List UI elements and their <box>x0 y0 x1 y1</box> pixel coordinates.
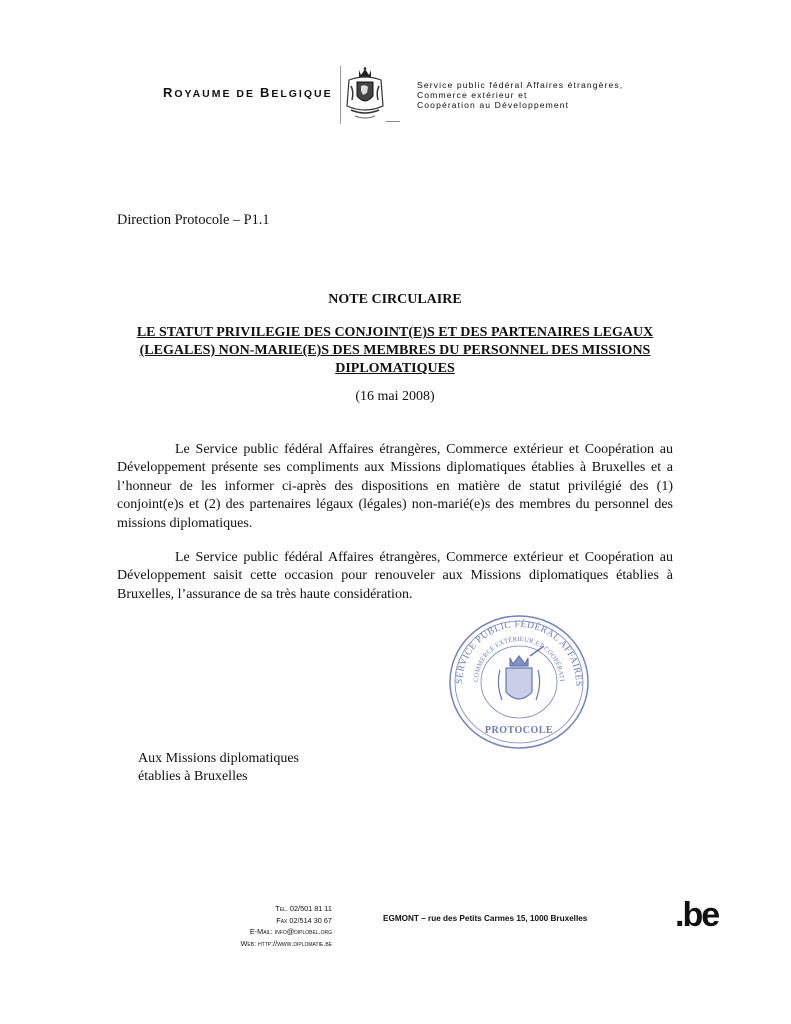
kingdom-initial-r: R <box>163 85 175 100</box>
kingdom-text-2: ELGIQUE <box>271 88 333 100</box>
service-line-1: Service public fédéral Affaires étrangères, <box>417 80 624 90</box>
addressee <box>138 750 299 786</box>
protocol-stamp <box>444 610 594 752</box>
document-date: (16 mai 2008) <box>355 389 435 404</box>
subject-heading: LE STATUT PRIVILEGIE DES CONJOINT(E)S ET DES PARTENAIRES LEGAUX (LEGALES) NON-MARIE(E)S DES MEMBRES DU PERSONNEL DES MISSIONS DIPLOMATIQUES <box>136 325 654 376</box>
belgian-coat-of-arms-icon <box>343 66 387 122</box>
footer-website: Web: http://www.diplomatie.be <box>240 938 332 948</box>
footer-address: EGMONT – rue des Petits Carmes 15, 1000 Bruxelles <box>383 914 588 923</box>
footer-email: E-Mail: info@diplobel.org <box>249 927 332 937</box>
body-paragraph-1: Le Service public fédéral Affaires étrangères, Commerce extérieur et Coopération au Développement présente ses compliments aux Missions diplomatiques établies à Bruxelles et a l’honneur de les informer ci-après des dispositions en matière de statut privilégié des (1) conjoint(e)s et (2) des partenaires légaux (légales) non-marié(e)s des membres du personnel des missions diplomatiques. <box>117 442 673 531</box>
stamp-emblem-icon <box>498 646 544 700</box>
note-title: NOTE CIRCULAIRE <box>328 292 462 307</box>
addressee-line-2: établies à Bruxelles <box>138 769 248 784</box>
service-name <box>417 80 623 110</box>
stamp-ring-text: SERVICE PUBLIC FÉDÉRAL AFFAIRES <box>454 619 584 687</box>
footer-fax: Fax 02/514 30 67 <box>276 915 332 925</box>
stamp-label: PROTOCOLE <box>484 725 554 736</box>
be-logo: .be <box>675 896 719 934</box>
crest-underline <box>386 121 400 122</box>
footer-contact <box>170 903 332 949</box>
direction-reference: Direction Protocole – P1.1 <box>117 212 270 228</box>
kingdom-text-1: OYAUME DE <box>174 88 260 100</box>
kingdom-label <box>163 85 333 100</box>
header-divider <box>340 66 341 124</box>
kingdom-initial-b: B <box>259 85 272 100</box>
service-line-2: Commerce extérieur et <box>417 90 528 100</box>
stamp-inner-text: COMMERCE EXTÉRIEUR ET COOPÉRATI <box>472 635 566 683</box>
footer-telephone: Tel. 02/501 81 11 <box>275 904 332 913</box>
addressee-line-1: Aux Missions diplomatiques <box>138 751 300 766</box>
body-paragraph-2: Le Service public fédéral Affaires étrangères, Commerce extérieur et Coopération au Développement saisit cette occasion pour renouveler aux Missions diplomatiques établies à Bruxelles, l’assurance de sa très haute considération. <box>117 550 673 602</box>
service-line-3: Coopération au Développement <box>417 100 570 110</box>
